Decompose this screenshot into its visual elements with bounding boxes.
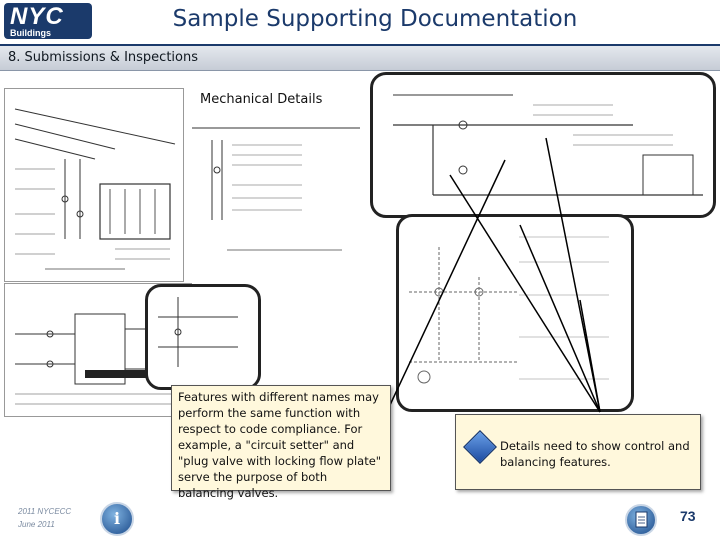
control-valve-detail-svg bbox=[373, 75, 707, 209]
logo-main-text: NYC bbox=[10, 3, 64, 30]
water-coil-piping-drawing bbox=[4, 88, 184, 282]
footer-date-label: June 2011 bbox=[18, 520, 55, 529]
control-balancing-callout-text: Details need to show control and balancing features. bbox=[500, 439, 690, 469]
heat-pump-piping-svg bbox=[192, 110, 362, 270]
control-valve-detail-drawing bbox=[370, 72, 716, 218]
primary-supply-detail-drawing bbox=[396, 214, 634, 412]
water-coil-piping-svg bbox=[5, 89, 183, 281]
section-bar bbox=[0, 46, 720, 71]
control-balancing-callout bbox=[455, 414, 701, 490]
document-icon[interactable] bbox=[625, 504, 657, 536]
mechanical-details-label: Mechanical Details bbox=[200, 92, 323, 107]
section-title: 8. Submissions & Inspections bbox=[8, 50, 198, 65]
slide-title: Sample Supporting Documentation bbox=[172, 6, 578, 32]
balancing-valve-callout: Features with different names may perform the same function with respect to code compliance. For example, a "circuit setter" and "plug valve with locking flow plate" serve the purpose of both balancing valves. bbox=[171, 385, 391, 491]
slide-header bbox=[0, 0, 720, 46]
logo-sub-text: Buildings bbox=[10, 28, 51, 38]
primary-supply-detail-svg bbox=[399, 217, 625, 403]
diamond-bullet-icon bbox=[463, 430, 497, 464]
page-number: 73 bbox=[680, 508, 696, 524]
footer-code-label: 2011 NYCECC bbox=[18, 507, 72, 516]
heat-pump-piping-drawing bbox=[192, 110, 362, 270]
nyc-buildings-logo bbox=[4, 3, 92, 39]
document-glyph bbox=[627, 506, 655, 534]
circuit-setter-detail-svg bbox=[148, 287, 252, 381]
info-icon[interactable]: i bbox=[100, 502, 134, 536]
circuit-setter-detail-drawing bbox=[145, 284, 261, 390]
